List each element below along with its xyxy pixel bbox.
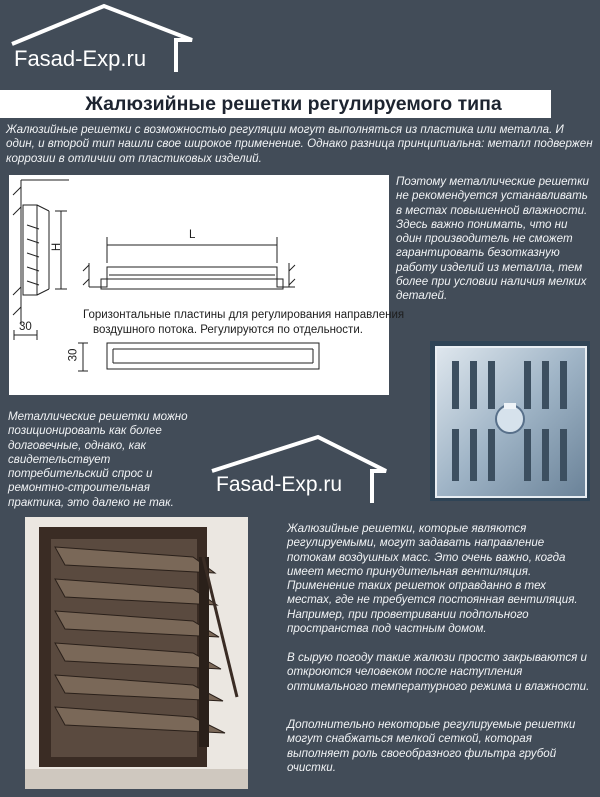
site-logo-top — [8, 2, 198, 82]
site-logo-text: Fasad-Exp.ru — [216, 473, 343, 496]
dim-label-30-left: 30 — [19, 321, 32, 333]
diagram-caption-line-1: Горизонтальные пластины для регулирования направления — [83, 309, 405, 321]
grille-diagram — [9, 175, 405, 395]
page-title: Жалюзийные решетки регулируемого типа — [0, 90, 551, 118]
site-logo-text: Fasad-Exp.ru — [14, 46, 147, 71]
dim-label-30-bottom: 30 — [67, 348, 80, 362]
louvre-grille-photo — [25, 517, 248, 789]
text-bottom-paragraph-3: Дополнительно некоторые регулируемые решетки могут снабжаться мелкой сеткой, которая выполняет роль своеобразного фильтра грубой очистки. — [287, 718, 576, 774]
text-left-paragraph: Металлические решетки можно позиционировать как более долговечные, однако, как свидетельствует потребительский спрос и ремонтно-строительная практика, это далеко не так. — [8, 410, 188, 509]
site-logo-middle — [208, 433, 388, 513]
text-right-paragraph: Поэтому металлические решетки не рекомендуется устанавливать в местах повышенной влажности. Здесь важно понимать, что ни один производитель не сможет гарантировать безотказную работу изделий из металла, тем более при условии наличия мелких деталей. — [396, 175, 589, 303]
intro-paragraph: Жалюзийные решетки с возможностью регуляции могут выполняться из пластика или металла. И один, и второй тип нашли свое широкое применение. Однако разница принципиальна: металл подвержен коррозии в отличии от пластиковых изделий. — [6, 123, 593, 165]
text-bottom-paragraph-2: В сырую погоду такие жалюзи просто закрываются и откроются человеком после наступления оптимального температурного режима и влажности. — [287, 651, 590, 693]
metal-grille-photo — [430, 341, 590, 501]
dim-label-h: H — [51, 242, 64, 252]
dim-label-l: L — [189, 229, 196, 241]
text-bottom-paragraph-1: Жалюзийные решетки, которые являются регулируемыми, могут задавать направление потокам воздушных масс. Это очень важно, когда имеет место принудительная вентиляция. Применение таких решеток оправданно в тех местах, где не требуется постоянная вентиляция. Например, при проветривании подпольного пространства под частным домом. — [287, 522, 578, 636]
diagram-caption-line-2: воздушного потока. Регулируются по отдельности. — [93, 324, 363, 336]
grille-drawing — [9, 175, 389, 395]
